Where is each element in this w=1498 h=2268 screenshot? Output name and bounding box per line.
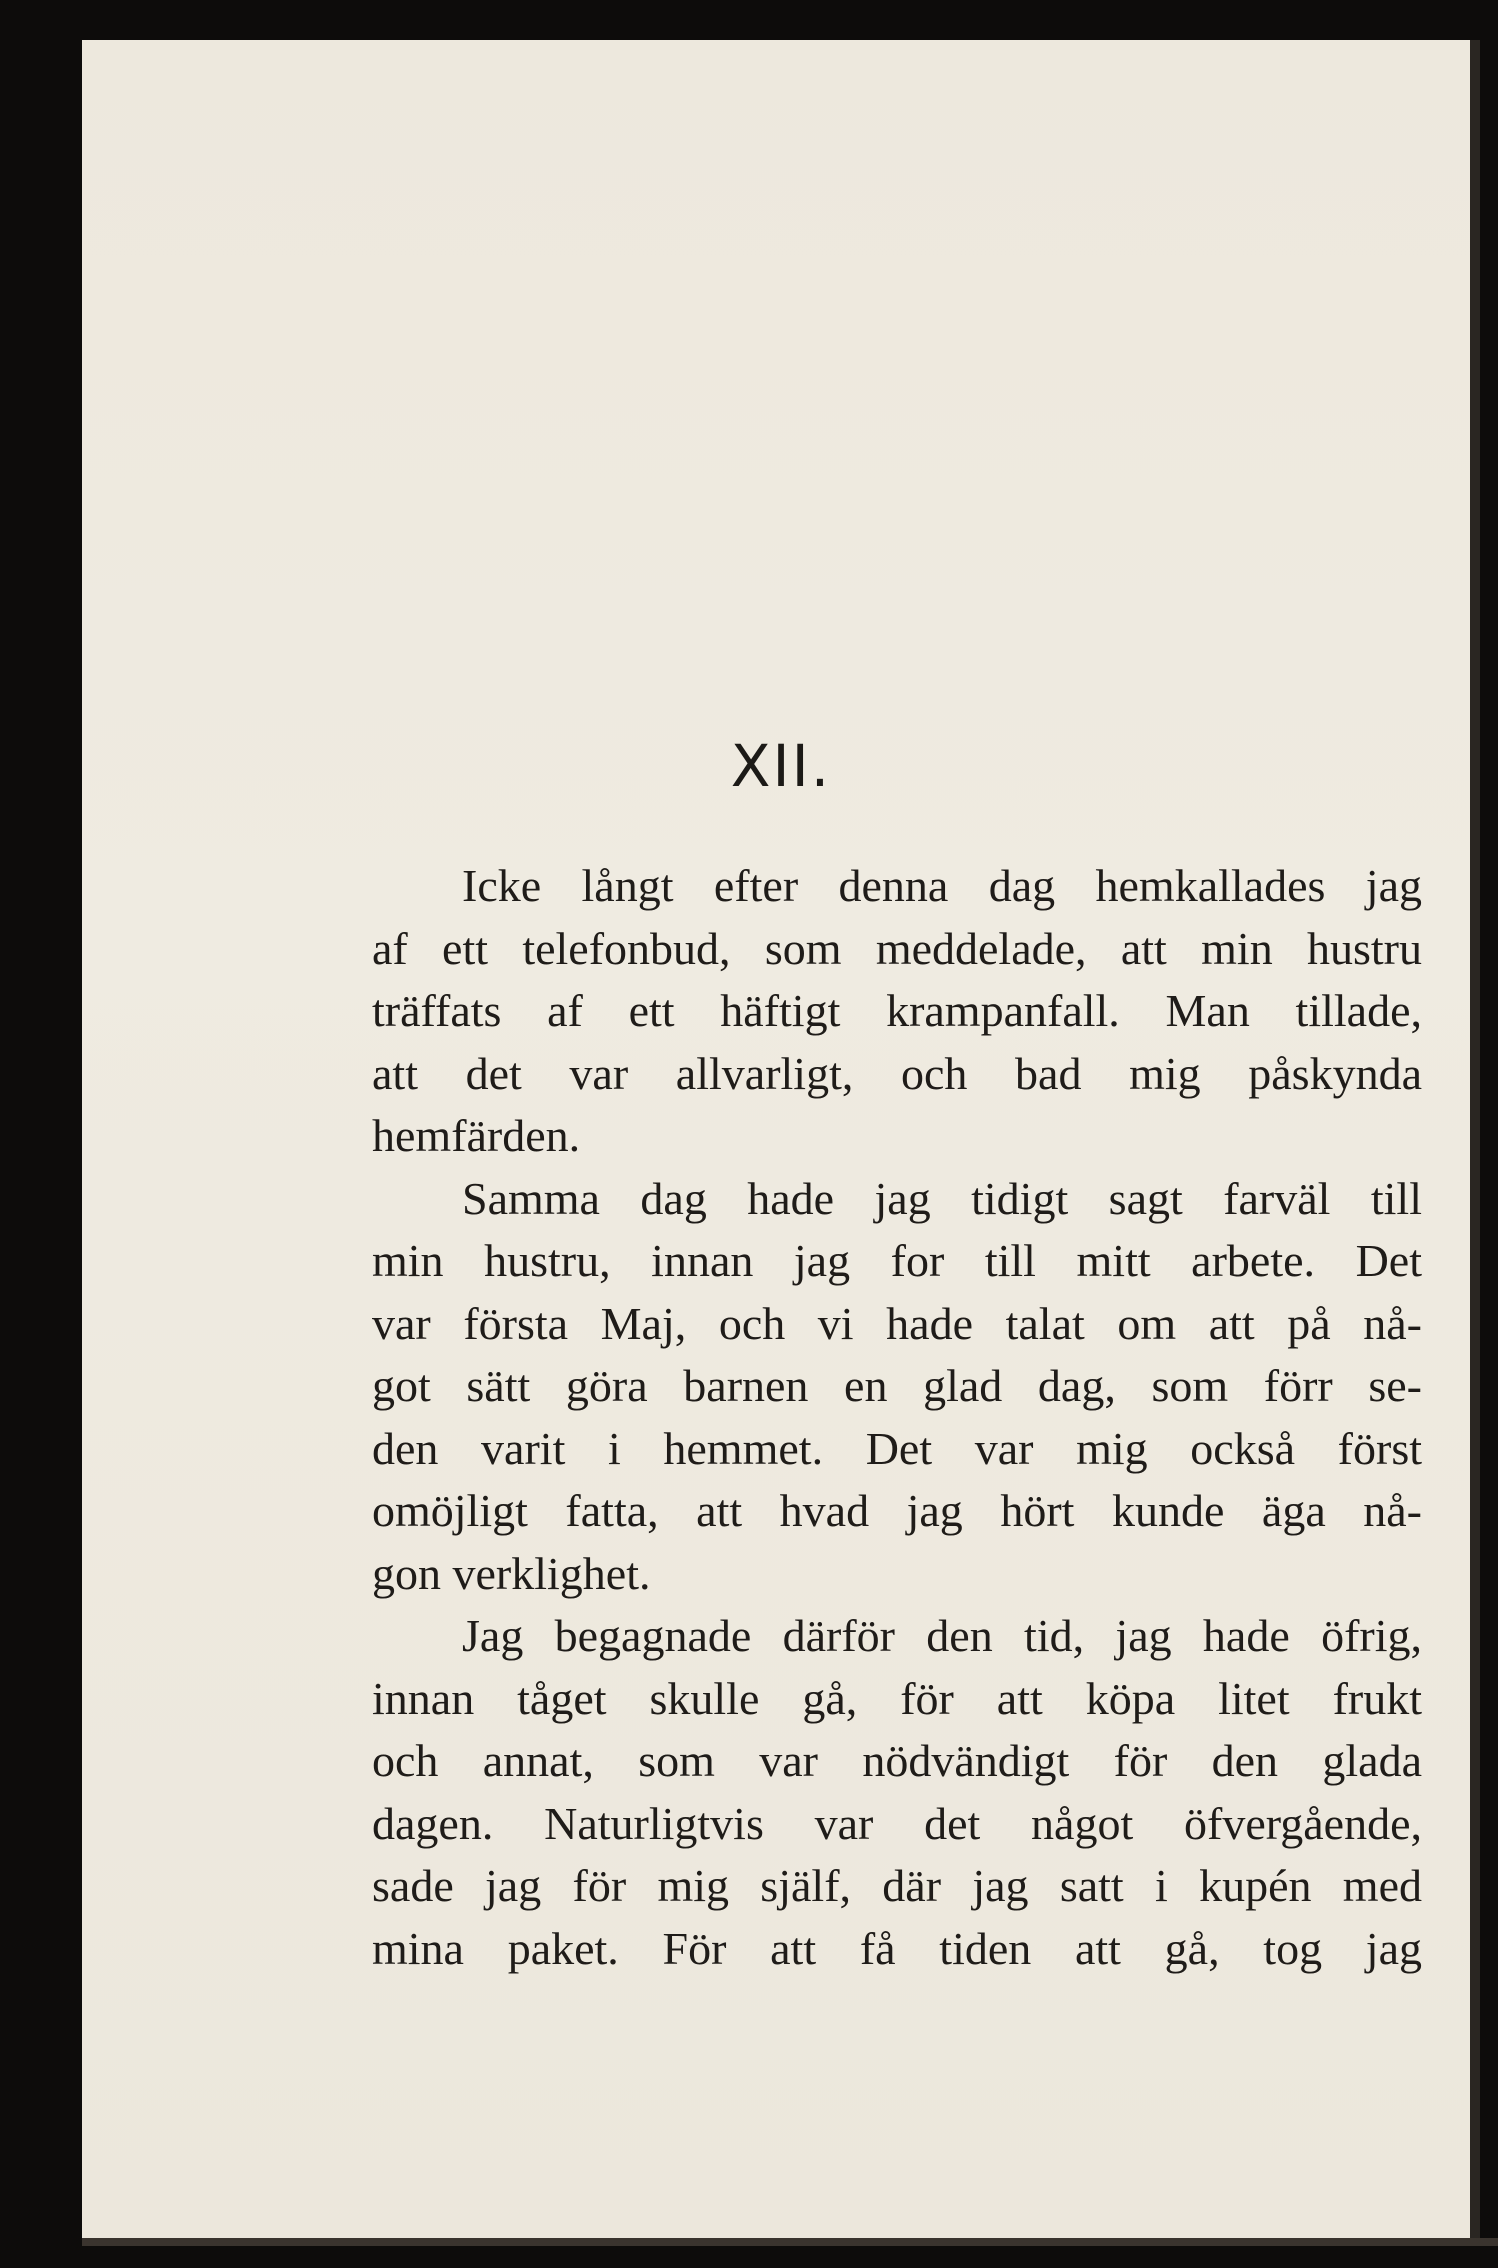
text-line: min hustru, innan jag for till mitt arbete. Det [372,1235,1422,1286]
text-line: hemfärden. [372,1110,581,1161]
text-line: innan tåget skulle gå, för att köpa litet frukt [372,1672,1422,1724]
text-line: den varit i hemmet. Det var mig också först [372,1422,1422,1474]
text-line: att det var allvarligt, och bad mig påskynda [372,1047,1422,1099]
text-line: got sätt göra barnen en glad dag, som förr se- [372,1360,1422,1411]
text-line: mina paket. För att få tiden att gå, tog jag [372,1922,1422,1974]
text-line: af ett telefonbud, som meddelade, att min hustru [372,922,1422,974]
text-line: och annat, som var nödvändigt för den glada [372,1735,1422,1786]
text-line: Jag begagnade därför den tid, jag hade öfrig, [462,1610,1422,1661]
text-line: dagen. Naturligtvis var det något öfvergående, [372,1797,1422,1849]
text-line: var första Maj, och vi hade talat om att på nå- [372,1297,1422,1349]
text-line: Samma dag hade jag tidigt sagt farväl till [462,1172,1422,1224]
text-line: gon verklighet. [372,1547,651,1599]
page-bottom-edge [82,2238,1498,2246]
chapter-heading: XII. [730,732,832,800]
text-line: träffats af ett häftigt krampanfall. Man tillade, [372,985,1422,1036]
page-paper [82,40,1480,2246]
text-line: Icke långt efter denna dag hemkallades jag [462,860,1422,911]
body-text [372,855,1422,1980]
text-line: omöjligt fatta, att hvad jag hört kunde äga nå- [372,1485,1422,1536]
text-line: sade jag för mig själf, där jag satt i kupén med [372,1860,1422,1911]
